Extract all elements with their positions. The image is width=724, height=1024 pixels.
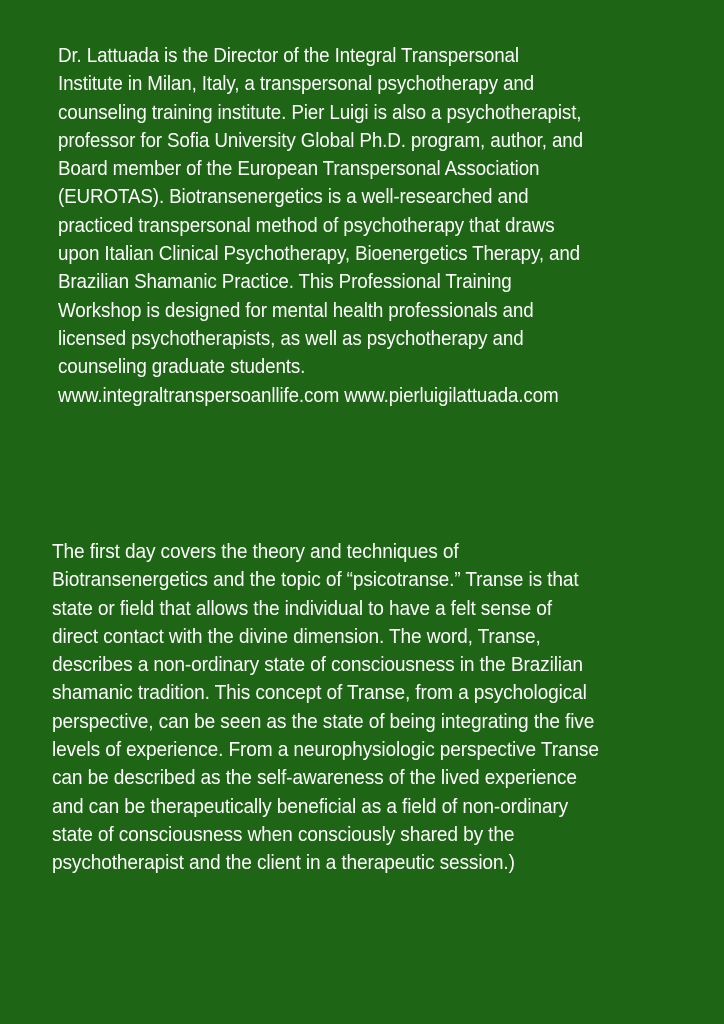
bio-line: upon Italian Clinical Psychotherapy, Bioenergetics Therapy, and <box>58 243 581 266</box>
first-day-line: The first day covers the theory and techniques of <box>52 541 459 563</box>
first-day-line: can be described as the self-awareness of the lived experience <box>52 767 577 790</box>
first-day-line: state or field that allows the individual to have a felt sense of <box>52 597 552 620</box>
bio-line: Brazilian Shamanic Practice. This Professional Training <box>58 271 512 294</box>
first-day-line: psychotherapist and the client in a therapeutic session.) <box>52 852 515 875</box>
bio-line: Board member of the European Transpersonal Association <box>58 158 540 181</box>
first-day-paragraph <box>52 538 664 878</box>
bio-line: Dr. Lattuada is the Director of the Integral Transpersonal <box>58 45 519 67</box>
bio-line: counseling graduate students. <box>58 356 306 379</box>
bio-line: practiced transpersonal method of psychotherapy that draws <box>58 214 555 237</box>
first-day-line: Biotransenergetics and the topic of “psicotranse.” Transe is that <box>52 569 579 592</box>
first-day-line: perspective, can be seen as the state of being integrating the five <box>52 710 595 733</box>
bio-line: Workshop is designed for mental health professionals and <box>58 299 534 322</box>
bio-line: (EUROTAS). Biotransenergetics is a well-researched and <box>58 186 529 209</box>
bio-line: licensed psychotherapists, as well as psychotherapy and <box>58 327 524 350</box>
first-day-line: direct contact with the divine dimension. The word, Transe, <box>52 625 541 648</box>
first-day-line: and can be therapeutically beneficial as a field of non-ordinary <box>52 795 569 818</box>
bio-paragraph <box>58 42 642 410</box>
bio-line: Institute in Milan, Italy, a transpersonal psychotherapy and <box>58 73 534 96</box>
first-day-line: state of consciousness when consciously shared by the <box>52 823 515 846</box>
bio-line: professor for Sofia University Global Ph.D. program, author, and <box>58 129 583 152</box>
website-links-line: www.integraltranspersoanllife.com www.pierluigilattuada.com <box>58 384 559 407</box>
first-day-line: levels of experience. From a neurophysiologic perspective Transe <box>52 739 599 762</box>
bio-line: counseling training institute. Pier Luigi is also a psychotherapist, <box>58 101 582 124</box>
first-day-line: shamanic tradition. This concept of Transe, from a psychological <box>52 682 587 705</box>
first-day-line: describes a non-ordinary state of consciousness in the Brazilian <box>52 654 583 677</box>
